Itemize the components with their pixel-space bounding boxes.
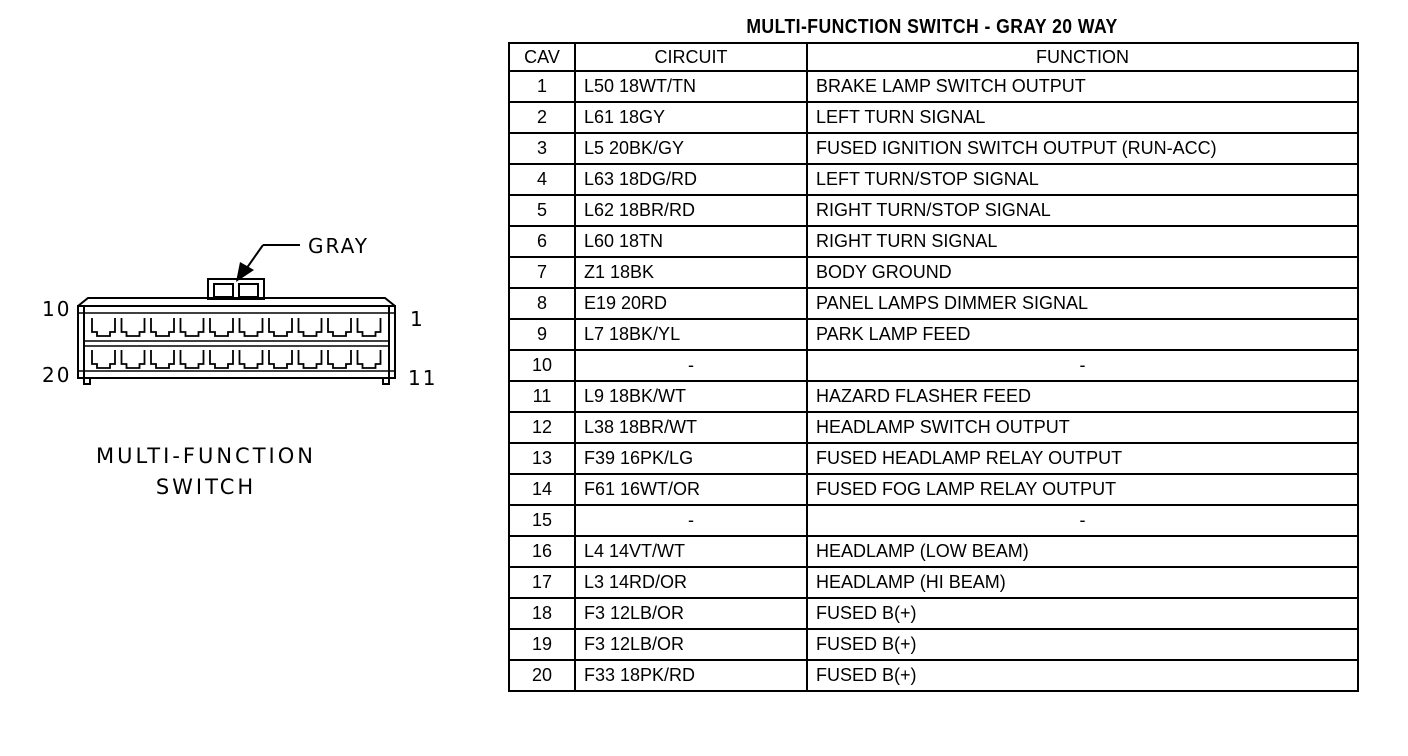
function-cell: FUSED HEADLAMP RELAY OUTPUT — [807, 443, 1358, 474]
bottom-row-cavity — [210, 350, 233, 368]
table-row — [509, 102, 1358, 133]
pin-label-top-left: 10 — [42, 297, 72, 321]
circuit-cell: L4 14VT/WT — [575, 536, 807, 567]
cav-cell: 18 — [509, 598, 575, 629]
cav-cell: 6 — [509, 226, 575, 257]
top-row-cavity — [181, 318, 204, 336]
connector-color-label: GRAY — [308, 234, 369, 258]
function-cell: RIGHT TURN SIGNAL — [807, 226, 1358, 257]
top-row-cavity — [151, 318, 174, 336]
top-row-cavity — [92, 318, 115, 336]
bottom-row-cavity — [92, 350, 115, 368]
function-cell: PARK LAMP FEED — [807, 319, 1358, 350]
function-cell: FUSED B(+) — [807, 598, 1358, 629]
cav-cell: 7 — [509, 257, 575, 288]
connector-figure — [0, 0, 500, 756]
function-cell: HAZARD FLASHER FEED — [807, 381, 1358, 412]
top-row-cavity — [358, 318, 381, 336]
circuit-cell: L50 18WT/TN — [575, 71, 807, 102]
cav-cell: 13 — [509, 443, 575, 474]
header-circuit: CIRCUIT — [575, 43, 807, 71]
table-header-row — [509, 43, 1358, 71]
cav-cell: 17 — [509, 567, 575, 598]
table-row — [509, 257, 1358, 288]
table-row — [509, 288, 1358, 319]
pin-label-bottom-left: 20 — [42, 363, 72, 387]
table-row — [509, 164, 1358, 195]
circuit-cell: L3 14RD/OR — [575, 567, 807, 598]
cav-cell: 3 — [509, 133, 575, 164]
circuit-cell: Z1 18BK — [575, 257, 807, 288]
bottom-row-cavity — [240, 350, 263, 368]
circuit-cell: F3 12LB/OR — [575, 629, 807, 660]
table-row — [509, 195, 1358, 226]
function-cell: HEADLAMP (LOW BEAM) — [807, 536, 1358, 567]
circuit-cell: E19 20RD — [575, 288, 807, 319]
top-row-cavity — [328, 318, 351, 336]
circuit-cell: L5 20BK/GY — [575, 133, 807, 164]
bottom-row-cavity — [358, 350, 381, 368]
cav-cell: 8 — [509, 288, 575, 319]
function-cell: HEADLAMP (HI BEAM) — [807, 567, 1358, 598]
table-row — [509, 474, 1358, 505]
cav-cell: 15 — [509, 505, 575, 536]
header-cav: CAV — [509, 43, 575, 71]
circuit-cell: L63 18DG/RD — [575, 164, 807, 195]
connector-drawing — [0, 0, 500, 756]
circuit-cell: F3 12LB/OR — [575, 598, 807, 629]
table-row — [509, 381, 1358, 412]
pin-label-top-right: 1 — [410, 307, 425, 331]
cav-cell: 10 — [509, 350, 575, 381]
table-row — [509, 598, 1358, 629]
circuit-cell: L62 18BR/RD — [575, 195, 807, 226]
function-cell: RIGHT TURN/STOP SIGNAL — [807, 195, 1358, 226]
function-cell: LEFT TURN SIGNAL — [807, 102, 1358, 133]
function-cell: FUSED FOG LAMP RELAY OUTPUT — [807, 474, 1358, 505]
table-row — [509, 319, 1358, 350]
function-cell: FUSED B(+) — [807, 660, 1358, 691]
table-title: MULTI-FUNCTION SWITCH - GRAY 20 WAY — [746, 16, 1118, 38]
header-function: FUNCTION — [807, 43, 1358, 71]
top-row-cavity — [269, 318, 292, 336]
function-cell: FUSED B(+) — [807, 629, 1358, 660]
cav-cell: 12 — [509, 412, 575, 443]
top-row-cavity — [122, 318, 145, 336]
cav-cell: 2 — [509, 102, 575, 133]
table-row — [509, 505, 1358, 536]
cav-cell: 5 — [509, 195, 575, 226]
circuit-cell: L38 18BR/WT — [575, 412, 807, 443]
table-row — [509, 226, 1358, 257]
table-row — [509, 660, 1358, 691]
pin-label-bottom-right: 11 — [408, 366, 438, 390]
circuit-cell: F39 16PK/LG — [575, 443, 807, 474]
table-row — [509, 629, 1358, 660]
cav-cell: 1 — [509, 71, 575, 102]
bottom-row-cavity — [328, 350, 351, 368]
function-cell: - — [807, 505, 1358, 536]
function-cell: BRAKE LAMP SWITCH OUTPUT — [807, 71, 1358, 102]
bottom-row-cavity — [299, 350, 322, 368]
table-body — [509, 71, 1358, 691]
cav-cell: 19 — [509, 629, 575, 660]
table-row — [509, 133, 1358, 164]
bottom-row-cavity — [151, 350, 174, 368]
circuit-cell: L7 18BK/YL — [575, 319, 807, 350]
table-row — [509, 443, 1358, 474]
bottom-row-cavity — [181, 350, 204, 368]
function-cell: - — [807, 350, 1358, 381]
cav-cell: 9 — [509, 319, 575, 350]
gray-pointer-arrow — [236, 245, 300, 282]
function-cell: FUSED IGNITION SWITCH OUTPUT (RUN-ACC) — [807, 133, 1358, 164]
table-row — [509, 350, 1358, 381]
top-row-cavity — [210, 318, 233, 336]
cav-cell: 14 — [509, 474, 575, 505]
cav-cell: 4 — [509, 164, 575, 195]
bottom-row-cavity — [122, 350, 145, 368]
connector-caption-line2: SWITCH — [155, 475, 257, 499]
function-cell: PANEL LAMPS DIMMER SIGNAL — [807, 288, 1358, 319]
top-row-cavity — [299, 318, 322, 336]
cav-cell: 20 — [509, 660, 575, 691]
circuit-cell: - — [575, 350, 807, 381]
table-row — [509, 71, 1358, 102]
function-cell: HEADLAMP SWITCH OUTPUT — [807, 412, 1358, 443]
top-row-cavity — [240, 318, 263, 336]
table-row — [509, 536, 1358, 567]
table-row — [509, 567, 1358, 598]
circuit-cell: L61 18GY — [575, 102, 807, 133]
circuit-cell: F33 18PK/RD — [575, 660, 807, 691]
bottom-row-cavity — [269, 350, 292, 368]
function-cell: BODY GROUND — [807, 257, 1358, 288]
circuit-cell: L9 18BK/WT — [575, 381, 807, 412]
circuit-cell: F61 16WT/OR — [575, 474, 807, 505]
cavity-rows — [92, 318, 381, 368]
cav-cell: 11 — [509, 381, 575, 412]
circuit-cell: L60 18TN — [575, 226, 807, 257]
circuit-cell: - — [575, 505, 807, 536]
function-cell: LEFT TURN/STOP SIGNAL — [807, 164, 1358, 195]
cav-cell: 16 — [509, 536, 575, 567]
pinout-table — [508, 42, 1359, 692]
table-row — [509, 412, 1358, 443]
connector-caption-line1: MULTI-FUNCTION — [96, 444, 316, 468]
